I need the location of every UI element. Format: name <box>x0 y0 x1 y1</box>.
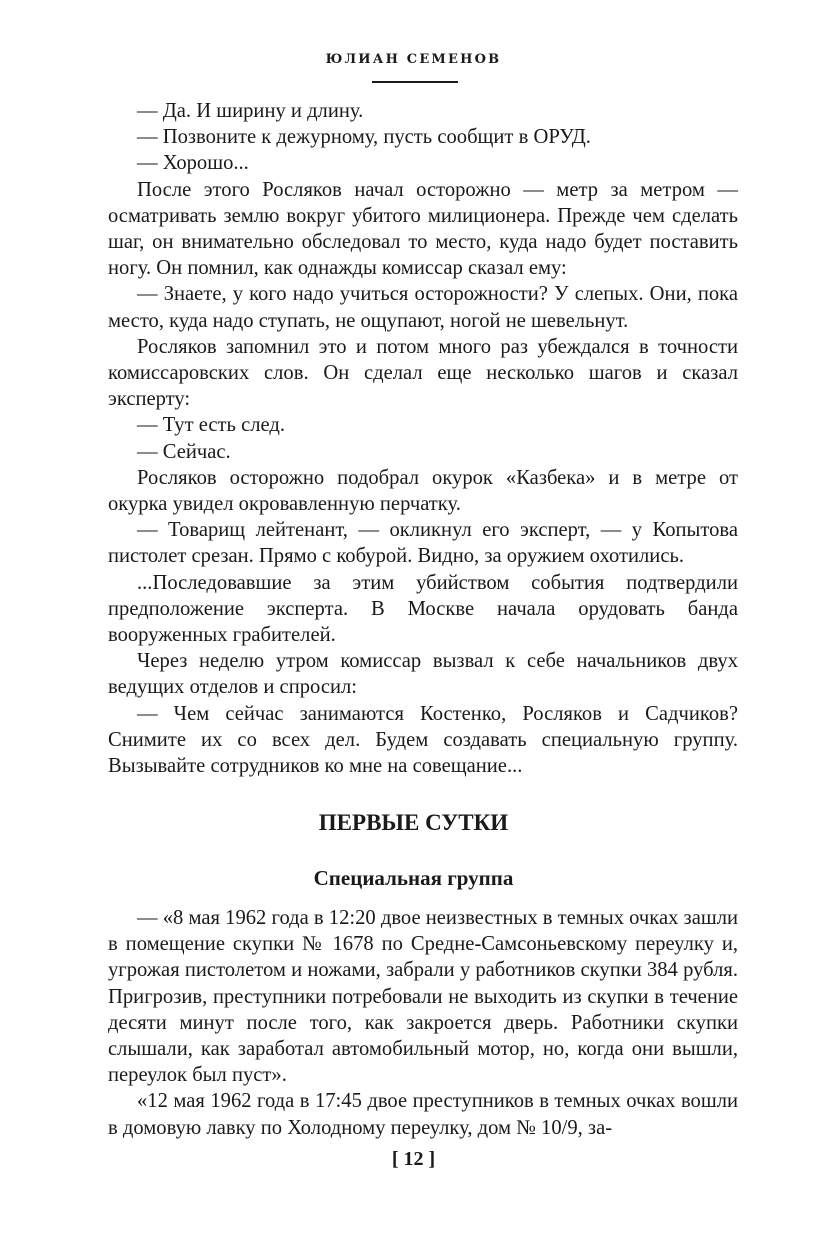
chapter-title: ПЕРВЫЕ СУТКИ <box>318 810 509 835</box>
running-head: ЮЛИАН СЕМЕНОВ <box>325 52 502 67</box>
paragraph: Через неделю утром комиссар вызвал к себе начальников двух ведущих отделов и спросил: <box>108 650 738 699</box>
paragraph: ...Последовавшие за этим убийством события подтвердили предположение эксперта. В Москве начала орудовать банда вооруженных грабителей. <box>108 571 738 647</box>
section-title: Специальная группа <box>313 866 514 890</box>
paragraph: — Товарищ лейтенант, — окликнул его эксперт, — у Копытова пистолет срезан. Прямо с кобурой. Видно, за оружием охотились. <box>108 519 738 568</box>
paragraph: Росляков запомнил это и потом много раз убеждался в точности комиссаровских слов. Он сделал еще несколько шагов и сказал эксперту: <box>108 335 738 411</box>
page-number: [ 12 ] <box>391 1148 436 1170</box>
body-text-bottom <box>108 905 738 1141</box>
paragraph: — Тут есть след. <box>137 414 285 437</box>
paragraph: «12 мая 1962 года в 17:45 двое преступников в темных очках вошли в домовую лавку по Холодному переулку, дом № 10/9, за- <box>108 1090 738 1139</box>
paragraph: — Позвоните к дежурному, пусть сообщит в ОРУД. <box>137 126 591 149</box>
body-text-top <box>108 98 738 779</box>
paragraph: — Хорошо... <box>137 152 249 175</box>
paragraph: После этого Росляков начал осторожно — метр за метром — осматривать землю вокруг убитого милиционера. Прежде чем сделать шаг, он внимательно обследовал то место, куда надо будет поставить ногу. Он помнил, как однажды комиссар сказал ему: <box>108 178 738 280</box>
paragraph: — Сейчас. <box>137 440 231 463</box>
paragraph: — Да. И ширину и длину. <box>137 100 364 122</box>
running-head-rule <box>372 81 458 83</box>
paragraph: — Знаете, у кого надо учиться осторожности? У слепых. Они, пока место, куда надо ступать, не ощупают, ногой не шевельнут. <box>108 283 738 332</box>
paragraph: — Чем сейчас занимаются Костенко, Росляков и Садчиков? Снимите их со всех дел. Будем создавать специальную группу. Вызывайте сотрудников ко мне на совещание... <box>108 702 738 778</box>
paragraph: — «8 мая 1962 года в 12:20 двое неизвестных в темных очках зашли в помещение скупки № 1678 по Средне-Самсоньевскому переулку и, угрожая пистолетом и ножами, забрали у работников скупки 384 рубля. Пригрозив, преступники потребовали не выходить из скупки в течение десяти минут после того, как закроется дверь. Работники скупки слышали, как заработал автомобильный мотор, но, когда они вышли, переулок был пуст». <box>108 907 738 1087</box>
paragraph: Росляков осторожно подобрал окурок «Казбека» и в метре от окурка увидел окровавленную перчатку. <box>108 466 738 516</box>
